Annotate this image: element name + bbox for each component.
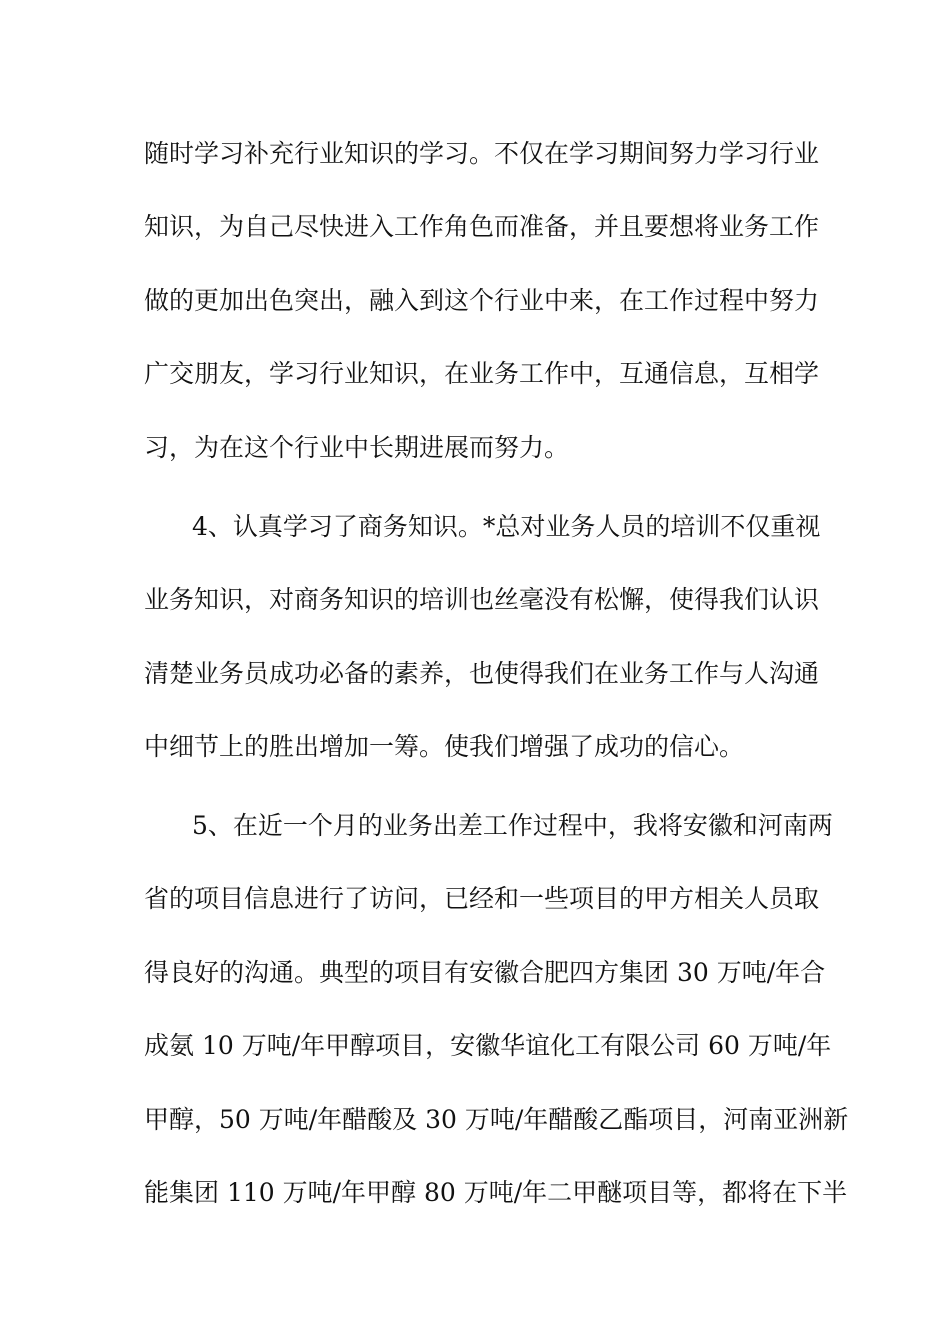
paragraph-4-line-1: 4、认真学习了商务知识。*总对业务人员的培训不仅重视 [192,512,821,541]
text-line-9: 中细节上的胜出增加一筹。使我们增强了成功的信心。 [144,732,745,761]
text-line-11: 省的项目信息进行了访问，已经和一些项目的甲方相关人员取 [144,884,820,913]
text-line-15: 能集团 110 万吨/年甲醇 80 万吨/年二甲醚项目等，都将在下半 [144,1178,848,1207]
text-line-1: 随时学习补充行业知识的学习。不仅在学习期间努力学习行业 [144,139,820,168]
text-line-12: 得良好的沟通。典型的项目有安徽合肥四方集团 30 万吨/年合 [144,958,826,987]
paragraph-5-line-1: 5、在近一个月的业务出差工作过程中，我将安徽和河南两 [192,811,833,840]
text-line-3: 做的更加出色突出，融入到这个行业中来，在工作过程中努力 [144,286,820,315]
text-line-7: 业务知识，对商务知识的培训也丝毫没有松懈，使得我们认识 [144,585,820,614]
text-line-13: 成氨 10 万吨/年甲醇项目，安徽华谊化工有限公司 60 万吨/年 [144,1031,832,1060]
text-line-8: 清楚业务员成功必备的素养，也使得我们在业务工作与人沟通 [144,659,820,688]
text-line-14: 甲醇，50 万吨/年醋酸及 30 万吨/年醋酸乙酯项目，河南亚洲新 [144,1105,849,1134]
text-line-2: 知识，为自己尽快进入工作角色而准备，并且要想将业务工作 [144,212,820,241]
text-line-4: 广交朋友，学习行业知识，在业务工作中，互通信息，互相学 [144,359,820,388]
text-line-5: 习，为在这个行业中长期进展而努力。 [144,433,570,462]
